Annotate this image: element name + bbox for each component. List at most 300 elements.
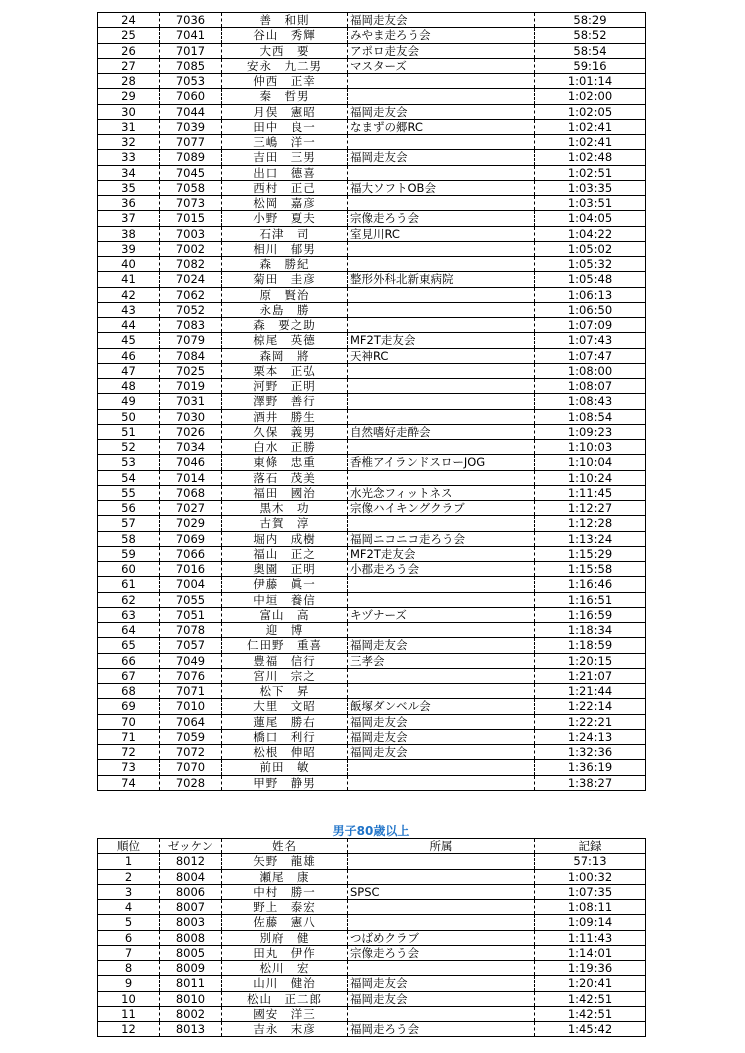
cell-name: 田中 良一 [222,119,348,134]
cell-bib: 8002 [160,1006,222,1021]
table-row [98,577,646,592]
cell-name: 善 和則 [222,13,348,28]
table-row [98,531,646,546]
cell-rank: 62 [98,592,160,607]
table-row [98,930,646,945]
cell-rank: 26 [98,43,160,58]
table-row [98,775,646,790]
cell-rank: 61 [98,577,160,592]
cell-club [348,165,535,180]
cell-bib: 7041 [160,28,222,43]
table-row [98,745,646,760]
table-row [98,546,646,561]
table-row [98,150,646,165]
cell-club [348,135,535,150]
cell-time: 1:12:27 [535,501,646,516]
cell-rank: 73 [98,760,160,775]
cell-bib: 8004 [160,869,222,884]
cell-club [348,394,535,409]
cell-club: 福岡走友会 [348,976,535,991]
cell-name: 伊藤 眞一 [222,577,348,592]
table-row [98,287,646,302]
cell-club [348,592,535,607]
cell-bib: 7082 [160,257,222,272]
cell-time: 1:20:41 [535,976,646,991]
cell-rank: 32 [98,135,160,150]
cell-time: 1:02:05 [535,104,646,119]
table-row [98,869,646,884]
cell-club [348,287,535,302]
cell-rank: 35 [98,180,160,195]
cell-name: 橋口 利行 [222,729,348,744]
table-row [98,28,646,43]
cell-name: 永島 勝 [222,302,348,317]
cell-bib: 8013 [160,1022,222,1037]
table-row [98,440,646,455]
table-row [98,961,646,976]
cell-bib: 7034 [160,440,222,455]
header-bib: ゼッケン [160,839,222,854]
results-table-men-80-plus [97,838,646,1037]
section-title: 男子80歳以上 [332,824,410,838]
cell-club: 福岡走友会 [348,104,535,119]
cell-bib: 7039 [160,119,222,134]
cell-name: 松根 伸昭 [222,745,348,760]
cell-club: MF2T走友会 [348,333,535,348]
cell-bib: 8011 [160,976,222,991]
cell-time: 1:04:22 [535,226,646,241]
cell-time: 1:10:03 [535,440,646,455]
cell-time: 1:21:44 [535,684,646,699]
cell-time: 1:36:19 [535,760,646,775]
cell-name: 澤野 善行 [222,394,348,409]
cell-bib: 8012 [160,854,222,869]
cell-club [348,854,535,869]
cell-time: 1:05:02 [535,241,646,256]
table-row [98,363,646,378]
cell-club: 福岡走友会 [348,150,535,165]
cell-club: 福岡ニコニコ走ろう会 [348,531,535,546]
cell-name: 栗本 正弘 [222,363,348,378]
cell-time: 1:06:50 [535,302,646,317]
cell-name: 安永 九二男 [222,58,348,73]
cell-time: 1:01:14 [535,74,646,89]
cell-rank: 33 [98,150,160,165]
cell-name: 前田 敏 [222,760,348,775]
cell-bib: 7046 [160,455,222,470]
cell-bib: 7049 [160,653,222,668]
table-row [98,241,646,256]
results-table-body [98,13,646,791]
cell-bib: 7019 [160,379,222,394]
cell-bib: 7055 [160,592,222,607]
cell-rank: 52 [98,440,160,455]
cell-time: 1:08:11 [535,900,646,915]
cell-rank: 59 [98,546,160,561]
cell-time: 1:18:34 [535,623,646,638]
cell-bib: 7079 [160,333,222,348]
cell-name: 黒木 功 [222,501,348,516]
cell-time: 1:02:41 [535,119,646,134]
cell-bib: 8003 [160,915,222,930]
cell-name: 河野 正明 [222,379,348,394]
cell-time: 58:54 [535,43,646,58]
table-row [98,135,646,150]
cell-name: 松川 宏 [222,961,348,976]
table-row [98,43,646,58]
cell-name: 久保 義男 [222,424,348,439]
cell-rank: 9 [98,976,160,991]
cell-time: 1:07:09 [535,318,646,333]
cell-rank: 5 [98,915,160,930]
cell-bib: 7026 [160,424,222,439]
cell-rank: 63 [98,607,160,622]
cell-bib: 7084 [160,348,222,363]
cell-bib: 7031 [160,394,222,409]
cell-bib: 8006 [160,884,222,899]
cell-time: 1:05:48 [535,272,646,287]
cell-bib: 7071 [160,684,222,699]
cell-time: 1:09:14 [535,915,646,930]
cell-name: 中垣 養信 [222,592,348,607]
table-row [98,470,646,485]
table-row [98,729,646,744]
header-rank: 順位 [98,839,160,854]
cell-name: 矢野 龍雄 [222,854,348,869]
cell-rank: 54 [98,470,160,485]
cell-bib: 7024 [160,272,222,287]
cell-name: 森岡 將 [222,348,348,363]
cell-rank: 70 [98,714,160,729]
table-row [98,991,646,1006]
table-row [98,196,646,211]
cell-club: みやま走ろう会 [348,28,535,43]
cell-name: 古賀 淳 [222,516,348,531]
cell-time: 1:07:35 [535,884,646,899]
cell-name: 酒井 勝生 [222,409,348,424]
table-row [98,424,646,439]
results-table-body [98,854,646,1037]
cell-bib: 7052 [160,302,222,317]
cell-rank: 36 [98,196,160,211]
table-row [98,607,646,622]
cell-rank: 37 [98,211,160,226]
cell-bib: 7010 [160,699,222,714]
cell-name: 中村 勝一 [222,884,348,899]
cell-name: 富山 高 [222,607,348,622]
cell-time: 1:03:51 [535,196,646,211]
cell-club: 室見川RC [348,226,535,241]
table-row [98,699,646,714]
cell-time: 1:03:35 [535,180,646,195]
table-row [98,165,646,180]
cell-name: 田丸 伊作 [222,945,348,960]
cell-bib: 8010 [160,991,222,1006]
cell-club [348,915,535,930]
cell-rank: 24 [98,13,160,28]
cell-name: 落石 茂美 [222,470,348,485]
cell-name: 谷山 秀輝 [222,28,348,43]
table-row [98,623,646,638]
table-row [98,302,646,317]
cell-club: 飯塚ダンベル会 [348,699,535,714]
table-row [98,668,646,683]
cell-club [348,775,535,790]
cell-time: 1:08:00 [535,363,646,378]
cell-club [348,74,535,89]
table-row [98,1022,646,1037]
cell-club: 福岡走友会 [348,991,535,1006]
cell-name: 石津 司 [222,226,348,241]
cell-time: 1:42:51 [535,991,646,1006]
cell-time: 1:08:43 [535,394,646,409]
cell-club [348,409,535,424]
cell-time: 1:00:32 [535,869,646,884]
cell-rank: 71 [98,729,160,744]
cell-name: 秦 哲男 [222,89,348,104]
cell-name: 月俣 憲昭 [222,104,348,119]
cell-rank: 4 [98,900,160,915]
table-row [98,638,646,653]
cell-bib: 8008 [160,930,222,945]
cell-name: 堀内 成樹 [222,531,348,546]
cell-time: 1:22:14 [535,699,646,714]
cell-rank: 55 [98,485,160,500]
table-row [98,13,646,28]
cell-rank: 25 [98,28,160,43]
cell-time: 1:02:00 [535,89,646,104]
table-row [98,226,646,241]
cell-bib: 7076 [160,668,222,683]
cell-time: 1:15:29 [535,546,646,561]
cell-name: 森 要之助 [222,318,348,333]
cell-club: 宗像走ろう会 [348,211,535,226]
cell-bib: 7066 [160,546,222,561]
cell-time: 1:10:04 [535,455,646,470]
cell-time: 1:12:28 [535,516,646,531]
cell-club: アポロ走友会 [348,43,535,58]
cell-name: 相川 郁男 [222,241,348,256]
cell-name: 野上 泰宏 [222,900,348,915]
cell-bib: 8005 [160,945,222,960]
table-row [98,272,646,287]
cell-club [348,961,535,976]
cell-bib: 7017 [160,43,222,58]
cell-time: 58:52 [535,28,646,43]
cell-time: 1:19:36 [535,961,646,976]
table-row [98,104,646,119]
cell-club: 天神RC [348,348,535,363]
cell-rank: 45 [98,333,160,348]
table-row [98,58,646,73]
cell-bib: 7027 [160,501,222,516]
cell-bib: 7060 [160,89,222,104]
cell-club [348,623,535,638]
table-row [98,516,646,531]
cell-club: 水光念フィットネス [348,485,535,500]
cell-name: 吉永 末彦 [222,1022,348,1037]
cell-bib: 7070 [160,760,222,775]
cell-name: 椋尾 英德 [222,333,348,348]
cell-time: 1:20:15 [535,653,646,668]
cell-rank: 8 [98,961,160,976]
cell-time: 59:16 [535,58,646,73]
cell-bib: 7078 [160,623,222,638]
cell-name: 佐藤 憲八 [222,915,348,930]
cell-time: 1:14:01 [535,945,646,960]
cell-time: 1:32:36 [535,745,646,760]
cell-rank: 69 [98,699,160,714]
cell-name: 福田 國治 [222,485,348,500]
cell-bib: 7058 [160,180,222,195]
cell-club: 宗像ハイキングクラブ [348,501,535,516]
cell-name: 福山 正之 [222,546,348,561]
cell-rank: 30 [98,104,160,119]
cell-bib: 7003 [160,226,222,241]
cell-time: 1:45:42 [535,1022,646,1037]
table-row [98,180,646,195]
cell-time: 1:11:45 [535,485,646,500]
table-row [98,854,646,869]
cell-name: 松下 昇 [222,684,348,699]
cell-rank: 34 [98,165,160,180]
cell-time: 1:13:24 [535,531,646,546]
cell-club [348,363,535,378]
cell-bib: 8007 [160,900,222,915]
cell-bib: 7089 [160,150,222,165]
cell-club: 福岡走友会 [348,745,535,760]
cell-club [348,1006,535,1021]
cell-club: キヅナーズ [348,607,535,622]
results-table-continued [97,12,646,791]
cell-rank: 74 [98,775,160,790]
cell-name: 仲西 正幸 [222,74,348,89]
table-row [98,945,646,960]
cell-rank: 51 [98,424,160,439]
cell-bib: 7025 [160,363,222,378]
cell-rank: 67 [98,668,160,683]
cell-bib: 7044 [160,104,222,119]
cell-name: 菊田 圭彦 [222,272,348,287]
table-row [98,74,646,89]
cell-rank: 29 [98,89,160,104]
cell-club [348,760,535,775]
cell-rank: 28 [98,74,160,89]
cell-rank: 64 [98,623,160,638]
cell-name: 吉田 三男 [222,150,348,165]
cell-club: 福岡走友会 [348,729,535,744]
cell-name: 國安 洋三 [222,1006,348,1021]
cell-rank: 72 [98,745,160,760]
table-header-row [98,839,646,854]
cell-rank: 60 [98,562,160,577]
header-name: 姓名 [222,839,348,854]
cell-time: 58:29 [535,13,646,28]
table-row [98,257,646,272]
cell-name: 東條 忠重 [222,455,348,470]
cell-name: 松岡 嘉彦 [222,196,348,211]
cell-time: 1:05:32 [535,257,646,272]
cell-rank: 1 [98,854,160,869]
header-time: 記録 [535,839,646,854]
header-club: 所属 [348,839,535,854]
cell-name: 宮川 宗之 [222,668,348,683]
cell-time: 1:08:54 [535,409,646,424]
cell-name: 仁田野 重喜 [222,638,348,653]
cell-rank: 10 [98,991,160,1006]
cell-club: なまずの郷RC [348,119,535,134]
cell-time: 1:09:23 [535,424,646,439]
cell-rank: 40 [98,257,160,272]
cell-club: 宗像走ろう会 [348,945,535,960]
table-row [98,455,646,470]
cell-rank: 42 [98,287,160,302]
cell-club [348,668,535,683]
table-row [98,501,646,516]
cell-rank: 7 [98,945,160,960]
cell-rank: 3 [98,884,160,899]
cell-name: 奥園 正明 [222,562,348,577]
table-row [98,653,646,668]
cell-club [348,577,535,592]
cell-bib: 7045 [160,165,222,180]
cell-name: 白水 正勝 [222,440,348,455]
cell-club [348,196,535,211]
cell-club: 香椎アイランドスローJOG [348,455,535,470]
cell-club: 福岡走友会 [348,13,535,28]
table-row [98,333,646,348]
cell-club: SPSC [348,884,535,899]
table-row [98,394,646,409]
cell-time: 1:07:43 [535,333,646,348]
cell-club: 小郡走ろう会 [348,562,535,577]
table-row [98,211,646,226]
table-row [98,684,646,699]
cell-name: 松山 正二郎 [222,991,348,1006]
table-row [98,976,646,991]
cell-rank: 58 [98,531,160,546]
cell-name: 森 勝紀 [222,257,348,272]
cell-time: 1:15:58 [535,562,646,577]
cell-name: 別府 健 [222,930,348,945]
cell-club: 整形外科北新東病院 [348,272,535,287]
cell-bib: 7069 [160,531,222,546]
cell-time: 1:02:51 [535,165,646,180]
cell-time: 1:22:21 [535,714,646,729]
cell-club [348,302,535,317]
cell-name: 大里 文昭 [222,699,348,714]
cell-rank: 50 [98,409,160,424]
cell-name: 豊福 信行 [222,653,348,668]
cell-bib: 7016 [160,562,222,577]
cell-bib: 7029 [160,516,222,531]
cell-bib: 7053 [160,74,222,89]
cell-bib: 7059 [160,729,222,744]
table-row [98,915,646,930]
cell-club: 三孝会 [348,653,535,668]
table-row [98,1006,646,1021]
cell-club: 福大ソフトOB会 [348,180,535,195]
cell-rank: 39 [98,241,160,256]
cell-club [348,241,535,256]
cell-club [348,89,535,104]
cell-bib: 7085 [160,58,222,73]
cell-rank: 48 [98,379,160,394]
table-row [98,900,646,915]
cell-name: 原 賢治 [222,287,348,302]
cell-club [348,379,535,394]
cell-rank: 65 [98,638,160,653]
